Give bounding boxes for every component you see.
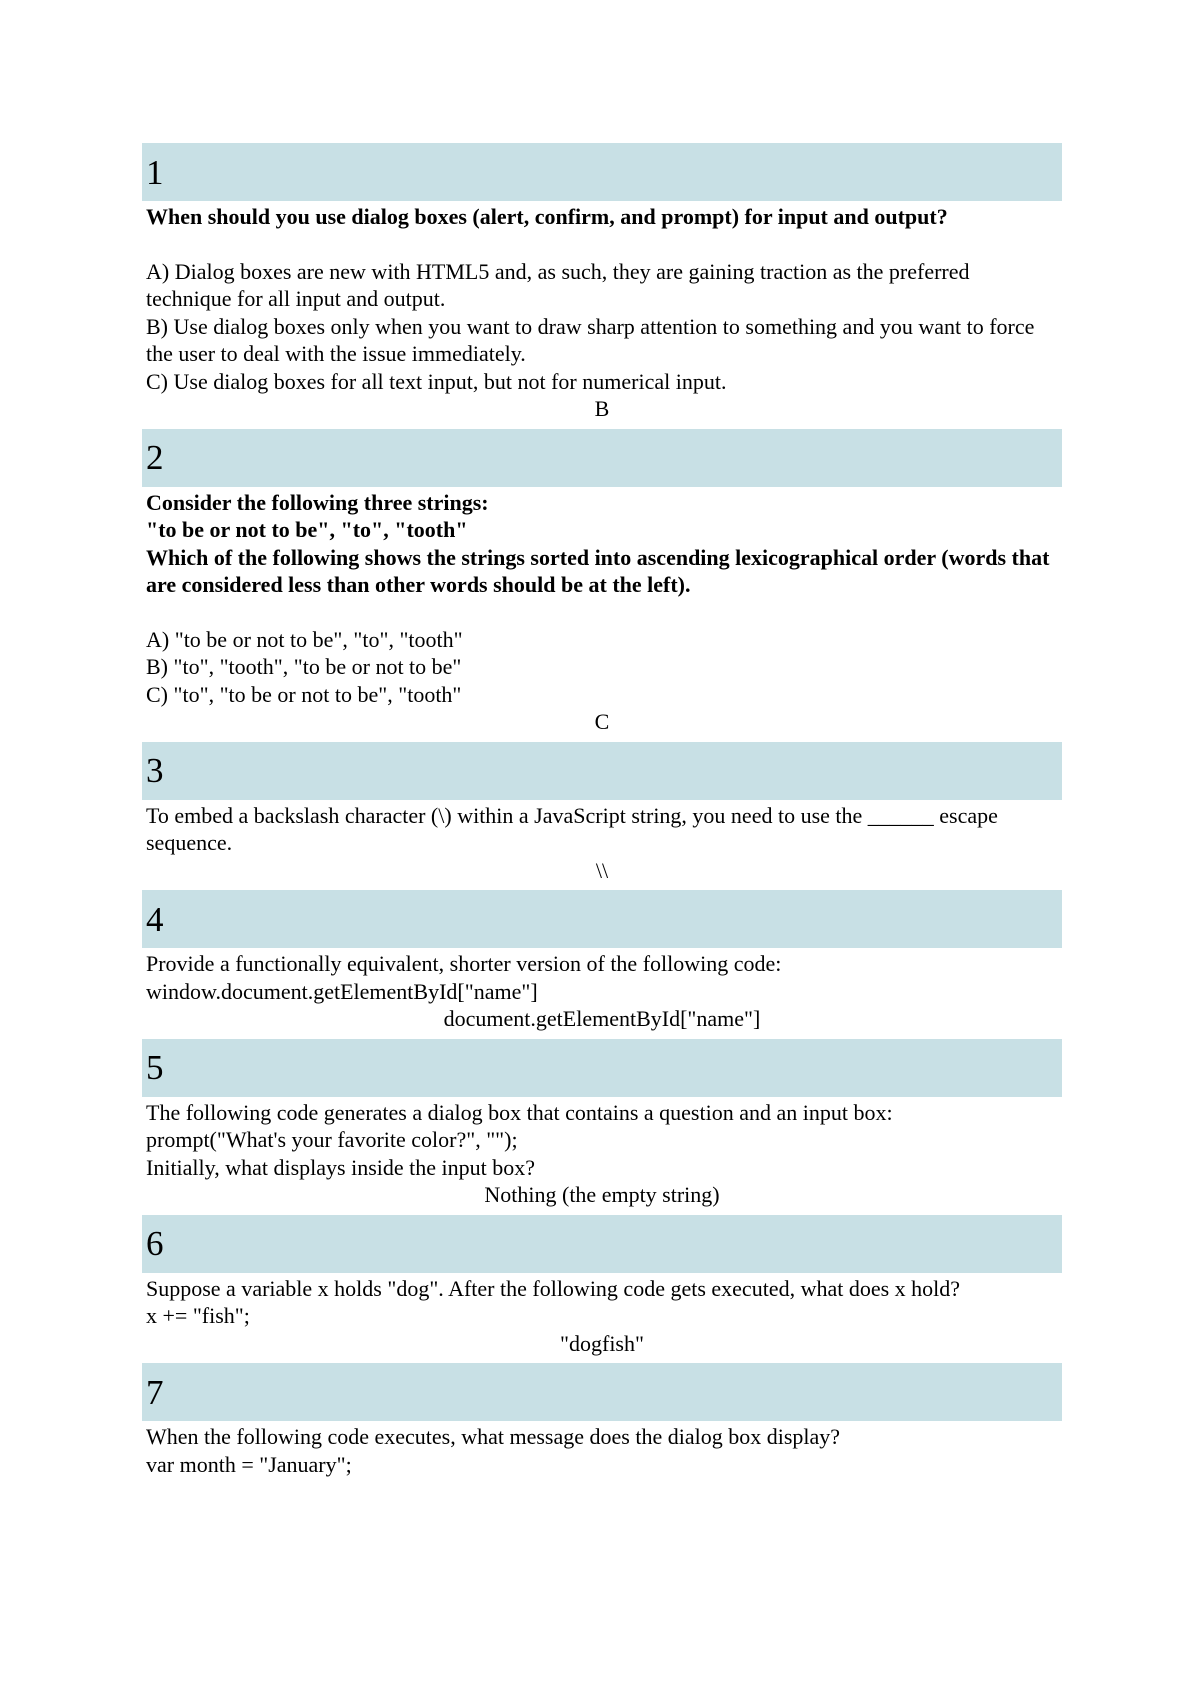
question-body [142, 1097, 1062, 1215]
question-number: 2 [146, 438, 164, 477]
question-body [142, 1421, 1062, 1478]
question-number-bar [142, 742, 1062, 800]
answer-text: B [594, 396, 610, 421]
question-card [142, 742, 1062, 891]
question-text: Initially, what displays inside the input box? [146, 1154, 536, 1180]
question-body [142, 201, 1062, 429]
question-text: prompt("What's your favorite color?", ""); [146, 1127, 518, 1152]
question-number: 1 [146, 152, 164, 192]
answer-text: C [594, 709, 610, 734]
question-text: "to be or not to be", "to", "tooth" [146, 517, 468, 542]
question-card [142, 890, 1062, 1039]
question-number: 7 [146, 1372, 164, 1412]
question-text: The following code generates a dialog box that contains a question and an input box: [146, 1099, 893, 1125]
question-card [142, 429, 1062, 742]
question-body [142, 487, 1062, 742]
option-c: C) "to", "to be or not to be", "tooth" [146, 681, 462, 707]
question-body [142, 1273, 1062, 1364]
option-c: C) Use dialog boxes for all text input, but not for numerical input. [146, 368, 727, 394]
answer-text: "dogfish" [560, 1330, 644, 1356]
question-card [142, 143, 1062, 429]
question-text: Suppose a variable x holds "dog". After the following code gets executed, what does x hold? [146, 1275, 961, 1301]
question-number: 3 [146, 751, 164, 790]
question-card [142, 1039, 1062, 1215]
question-number: 4 [146, 899, 164, 939]
question-text: x += "fish"; [146, 1303, 250, 1328]
question-text: Provide a functionally equivalent, shorter version of the following code: [146, 951, 782, 976]
question-card [142, 1215, 1062, 1364]
question-number-bar [142, 890, 1062, 948]
question-number: 6 [146, 1224, 164, 1263]
option-a: A) Dialog boxes are new with HTML5 and, as such, they are gaining traction as the preferred technique for all input and output. [146, 258, 970, 311]
question-text: Which of the following shows the strings sorted into ascending lexicographical order (words that are considered less than other words should be at the left). [146, 544, 1050, 597]
answer-text: document.getElementById["name"] [443, 1006, 761, 1031]
question-text: var month = "January"; [146, 1451, 352, 1477]
question-number: 5 [146, 1048, 164, 1087]
option-b: B) "to", "tooth", "to be or not to be" [146, 654, 462, 679]
question-number-bar [142, 429, 1062, 487]
question-number-bar [142, 143, 1062, 201]
question-number-bar [142, 1039, 1062, 1097]
question-number-bar [142, 1363, 1062, 1421]
question-text: When should you use dialog boxes (alert, confirm, and prompt) for input and output? [146, 204, 948, 229]
question-text: When the following code executes, what message does the dialog box display? [146, 1424, 841, 1449]
question-text: To embed a backslash character (\) within a JavaScript string, you need to use the ______ escape sequence. [146, 802, 998, 855]
question-number-bar [142, 1215, 1062, 1273]
question-body [142, 948, 1062, 1039]
option-b: B) Use dialog boxes only when you want to draw sharp attention to something and you want to force the user to deal with the issue immediately. [146, 313, 1035, 366]
flashcard-page [142, 143, 1062, 1478]
question-body [142, 800, 1062, 891]
question-card [142, 1363, 1062, 1478]
question-text: Consider the following three strings: [146, 489, 489, 515]
answer-text: \\ [595, 857, 609, 883]
answer-text: Nothing (the empty string) [484, 1182, 720, 1207]
option-a: A) "to be or not to be", "to", "tooth" [146, 626, 463, 652]
question-text: window.document.getElementById["name"] [146, 978, 538, 1004]
